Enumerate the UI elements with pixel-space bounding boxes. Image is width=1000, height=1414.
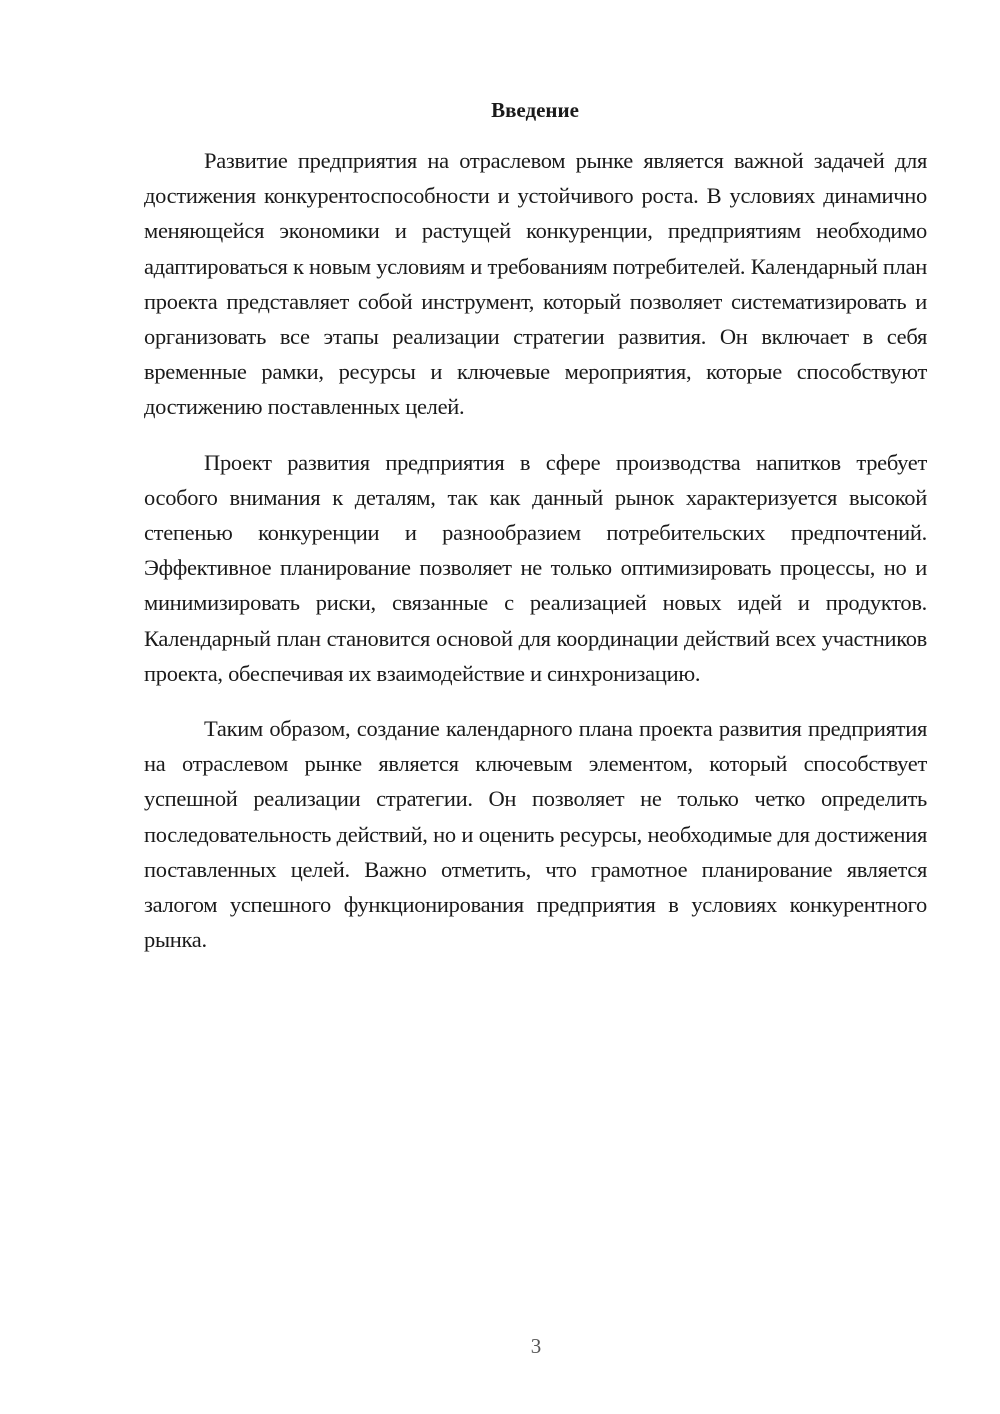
paragraph-2: Проект развития предприятия в сфере производства напитков требует особого внимания к деталям, так как данный рынок характеризуется высокой степенью конкуренции и разнообразием потребительских предпочтений. Эффективное планирование позволяет не только оптимизировать процессы, но и минимизировать риски, связанные с реализацией новых идей и продуктов. Календарный план становится основой для координации действий всех участников проекта, обеспечивая их взаимодействие и синхронизацию. bbox=[144, 449, 927, 686]
section-title: Введение bbox=[491, 98, 579, 122]
paragraph-3: Таким образом, создание календарного плана проекта развития предприятия на отраслевом рынке является ключевым элементом, который способствует успешной реализации стратегии. Он позволяет не только четко определить последовательность действий, но и оценить ресурсы, необходимые для достижения поставленных целей. Важно отметить, что грамотное планирование является залогом успешного функционирования предприятия в условиях конкурентного рынка. bbox=[144, 716, 927, 953]
paragraph-1: Развитие предприятия на отраслевом рынке является важной задачей для достижения конкурентоспособности и устойчивого роста. В условиях динамично меняющейся экономики и растущей конкуренции, предприятиям необходимо адаптироваться к новым условиям и требованиям потребителей. Календарный план проекта представляет собой инструмент, который позволяет систематизировать и организовать все этапы реализации стратегии развития. Он включает в себя временные рамки, ресурсы и ключевые мероприятия, которые способствуют достижению поставленных целей. bbox=[144, 148, 927, 420]
page-number: 3 bbox=[530, 1334, 542, 1358]
body-text bbox=[144, 143, 927, 977]
